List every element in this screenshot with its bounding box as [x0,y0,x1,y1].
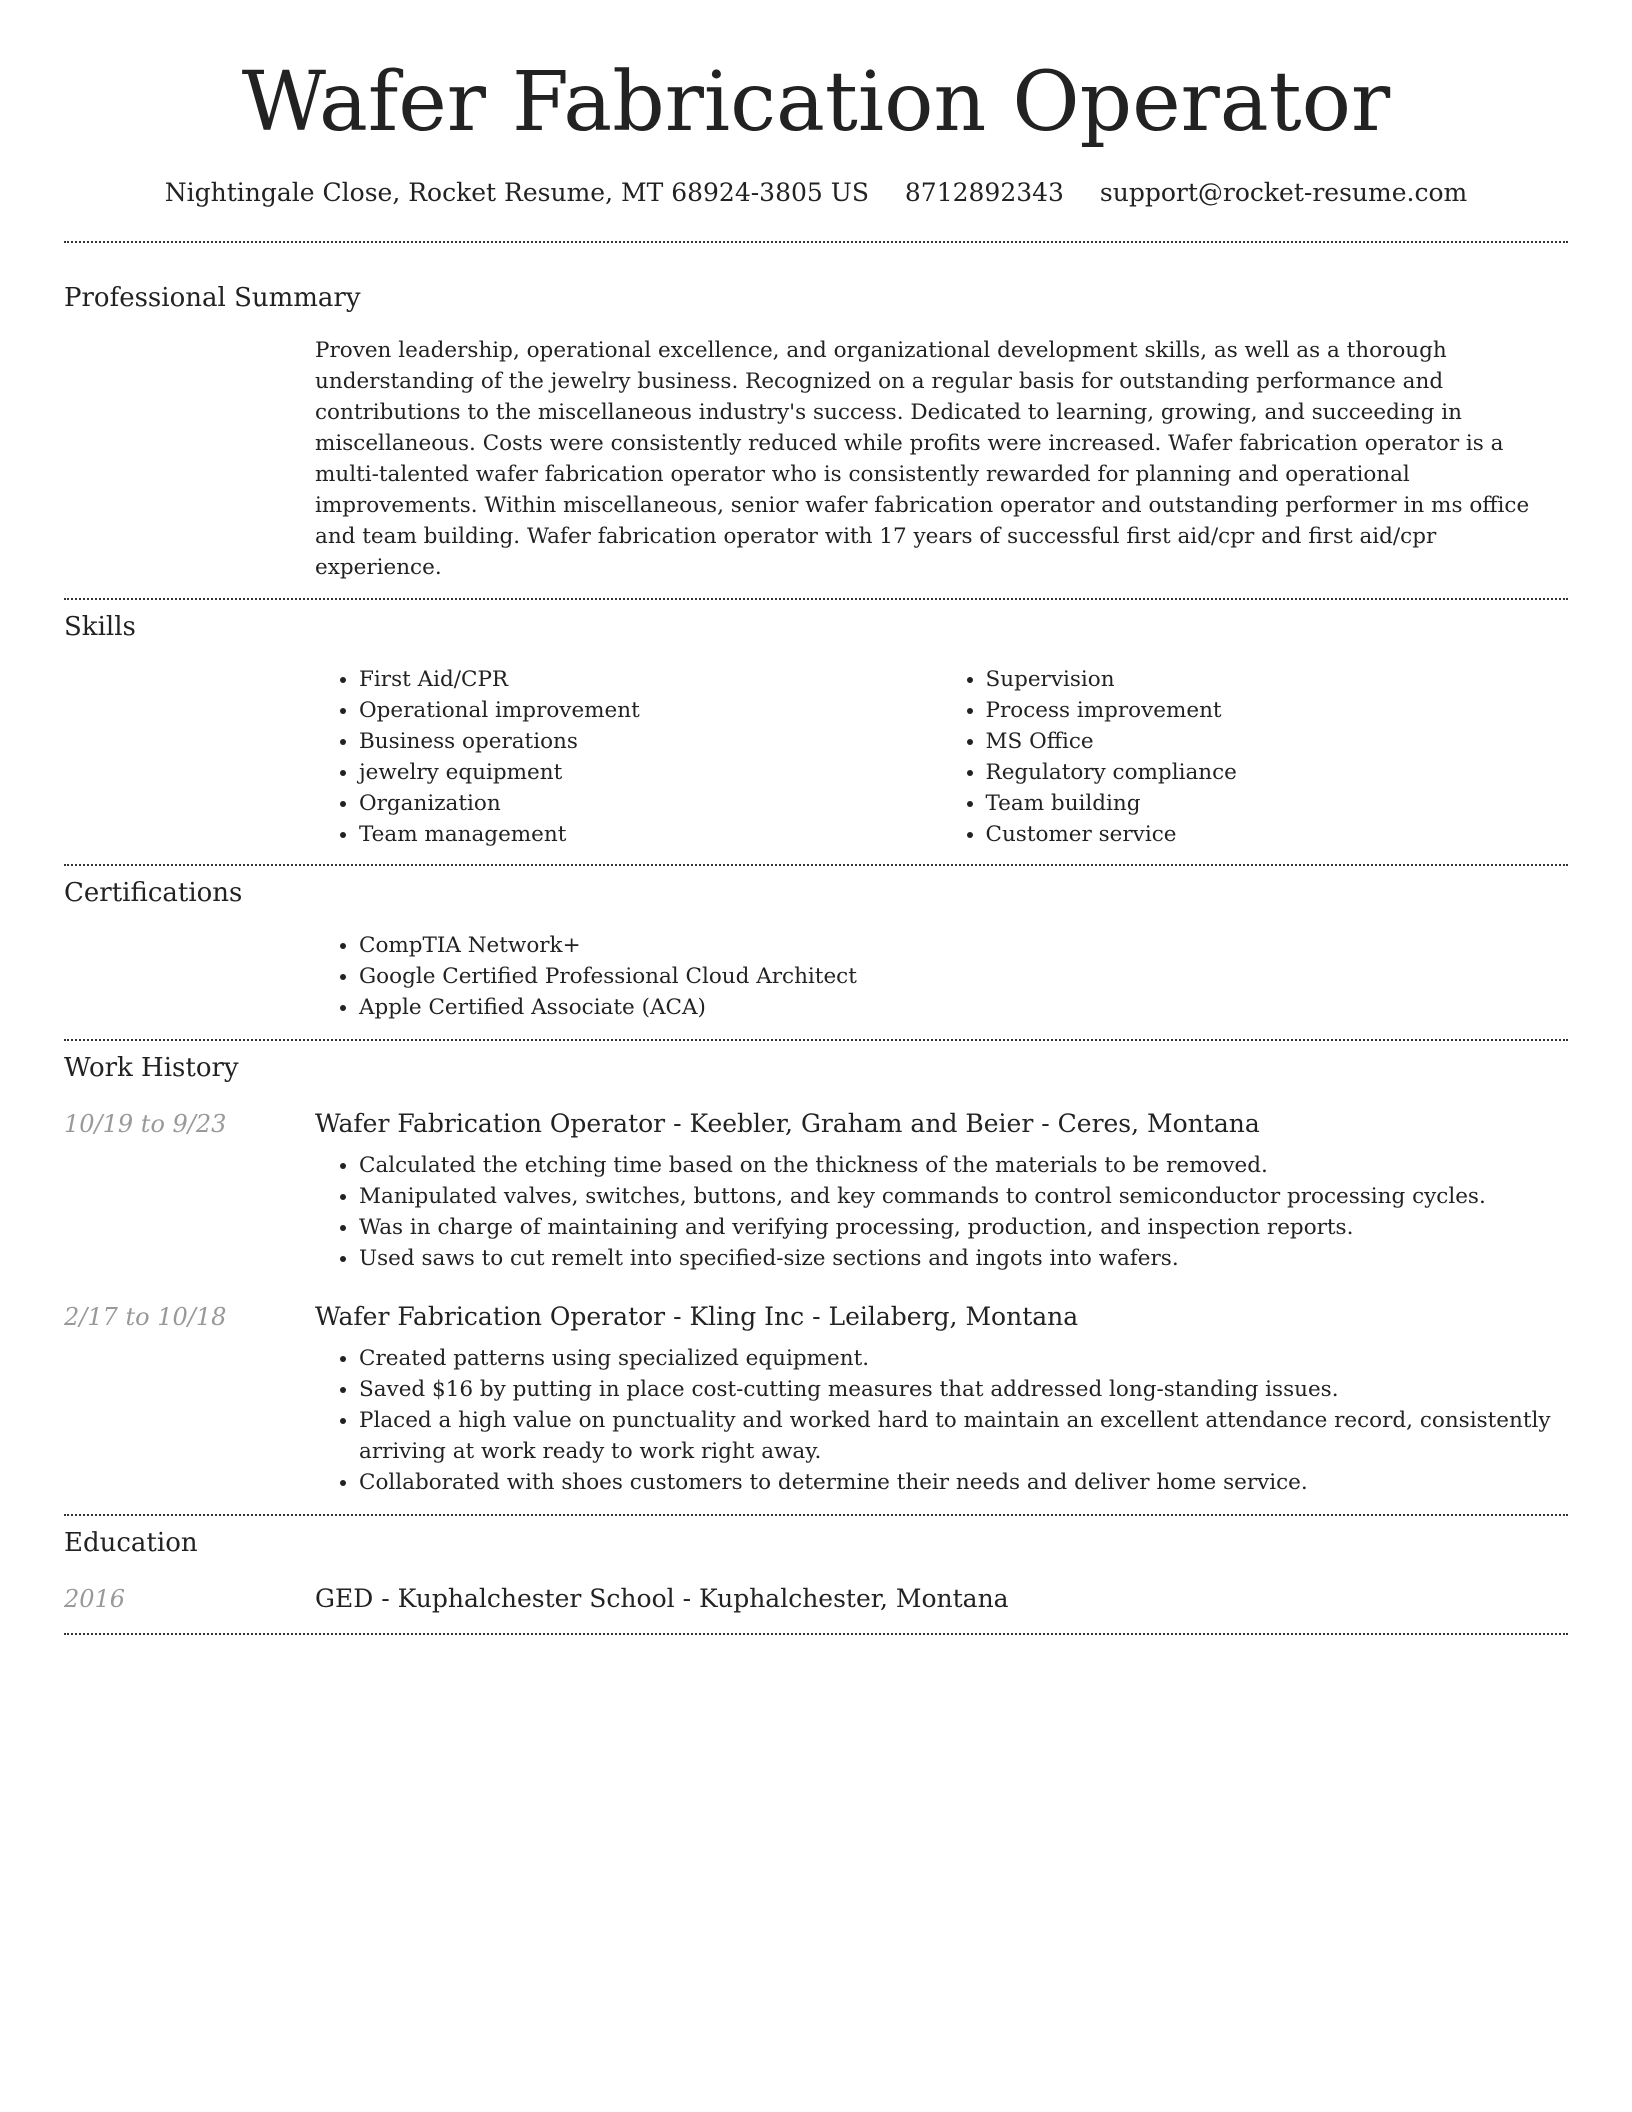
education-section [64,1528,1568,1613]
summary-section [64,283,1568,583]
skill-item: • jewelry equipment [359,757,942,788]
contact-line [64,178,1568,207]
job-dates: 10/19 to 9/23 [64,1110,227,1138]
education-year: 2016 [64,1585,126,1613]
job-bullet: • Manipulated valves, switches, buttons, and key commands to control semiconductor processing cycles. [359,1181,1568,1212]
summary-title: Professional Summary [64,283,361,313]
job-heading: Wafer Fabrication Operator - Kling Inc - Leilaberg, Montana [315,1302,1079,1331]
skills-section [64,612,1568,850]
skill-item: • Customer service [986,819,1569,850]
job-bullet: • Was in charge of maintaining and verifying processing, production, and inspection reports. [359,1212,1568,1243]
job-bullet: • Saved $16 by putting in place cost-cutting measures that addressed long-standing issues. [359,1374,1568,1405]
contact-email: support@rocket-resume.com [1099,178,1468,207]
summary-text: Proven leadership, operational excellence, and organizational development skills, as well as a thorough understanding of the jewelry business. Recognized on a regular basis for outstanding performance and contributions to the miscellaneous industry's success. Dedicated to learning, growing, and succeeding in miscellaneous. Costs were consistently reduced while profits were increased. Wafer fabrication operator is a multi-talented wafer fabrication operator who is consistently rewarded for planning and operational improvements. Within miscellaneous, senior wafer fabrication operator and outstanding performer in ms office and team building. Wafer fabrication operator with 17 years of successful first aid/cpr and first aid/cpr experience. [315,338,1530,580]
divider [64,1039,1568,1041]
skill-item: • First Aid/CPR [359,664,942,695]
job-bullet: • Calculated the etching time based on the thickness of the materials to be removed. [359,1150,1568,1181]
skill-item: • Team management [359,819,942,850]
certification-item: • Apple Certified Associate (ACA) [359,992,1568,1023]
divider [64,864,1568,866]
resume-page [64,0,1568,1635]
skill-item: • Team building [986,788,1569,819]
contact-phone: 8712892343 [904,178,1064,207]
education-heading: GED - Kuphalchester School - Kuphalchester, Montana [315,1584,1009,1613]
job-bullet: • Used saws to cut remelt into specified-size sections and ingots into wafers. [359,1243,1568,1274]
work-title: Work History [64,1053,239,1083]
skills-list-right [942,664,1569,850]
certifications-title: Certifications [64,878,243,908]
skill-item: • Process improvement [986,695,1569,726]
skill-item: • Operational improvement [359,695,942,726]
skill-item: • Regulatory compliance [986,757,1569,788]
job-bullets [315,1150,1568,1274]
divider [64,1514,1568,1516]
job-entry [64,1109,1568,1274]
job-bullet: • Placed a high value on punctuality and worked hard to maintain an excellent attendance record, consistently arriving at work ready to work right away. [359,1405,1568,1467]
job-bullet: • Created patterns using specialized equipment. [359,1343,1568,1374]
contact-address: Nightingale Close, Rocket Resume, MT 68924-3805 US [164,178,869,207]
job-heading: Wafer Fabrication Operator - Keebler, Graham and Beier - Ceres, Montana [315,1109,1260,1138]
name-heading: Wafer Fabrication Operator [241,55,1391,150]
divider [64,1633,1568,1635]
skill-item: • Supervision [986,664,1569,695]
divider [64,241,1568,243]
job-bullet: • Collaborated with shoes customers to determine their needs and deliver home service. [359,1467,1568,1498]
certification-item: • Google Certified Professional Cloud Architect [359,961,1568,992]
job-entry [64,1302,1568,1498]
education-title: Education [64,1528,198,1558]
skill-item: • Organization [359,788,942,819]
divider [64,598,1568,600]
certifications-section [64,878,1568,1023]
skills-title: Skills [64,612,136,642]
work-section [64,1053,1568,1498]
skill-item: • Business operations [359,726,942,757]
skill-item: • MS Office [986,726,1569,757]
skills-list-left [315,664,942,850]
job-bullets [315,1343,1568,1498]
certification-item: • CompTIA Network+ [359,930,1568,961]
certifications-list [315,930,1568,1023]
job-dates: 2/17 to 10/18 [64,1303,227,1331]
